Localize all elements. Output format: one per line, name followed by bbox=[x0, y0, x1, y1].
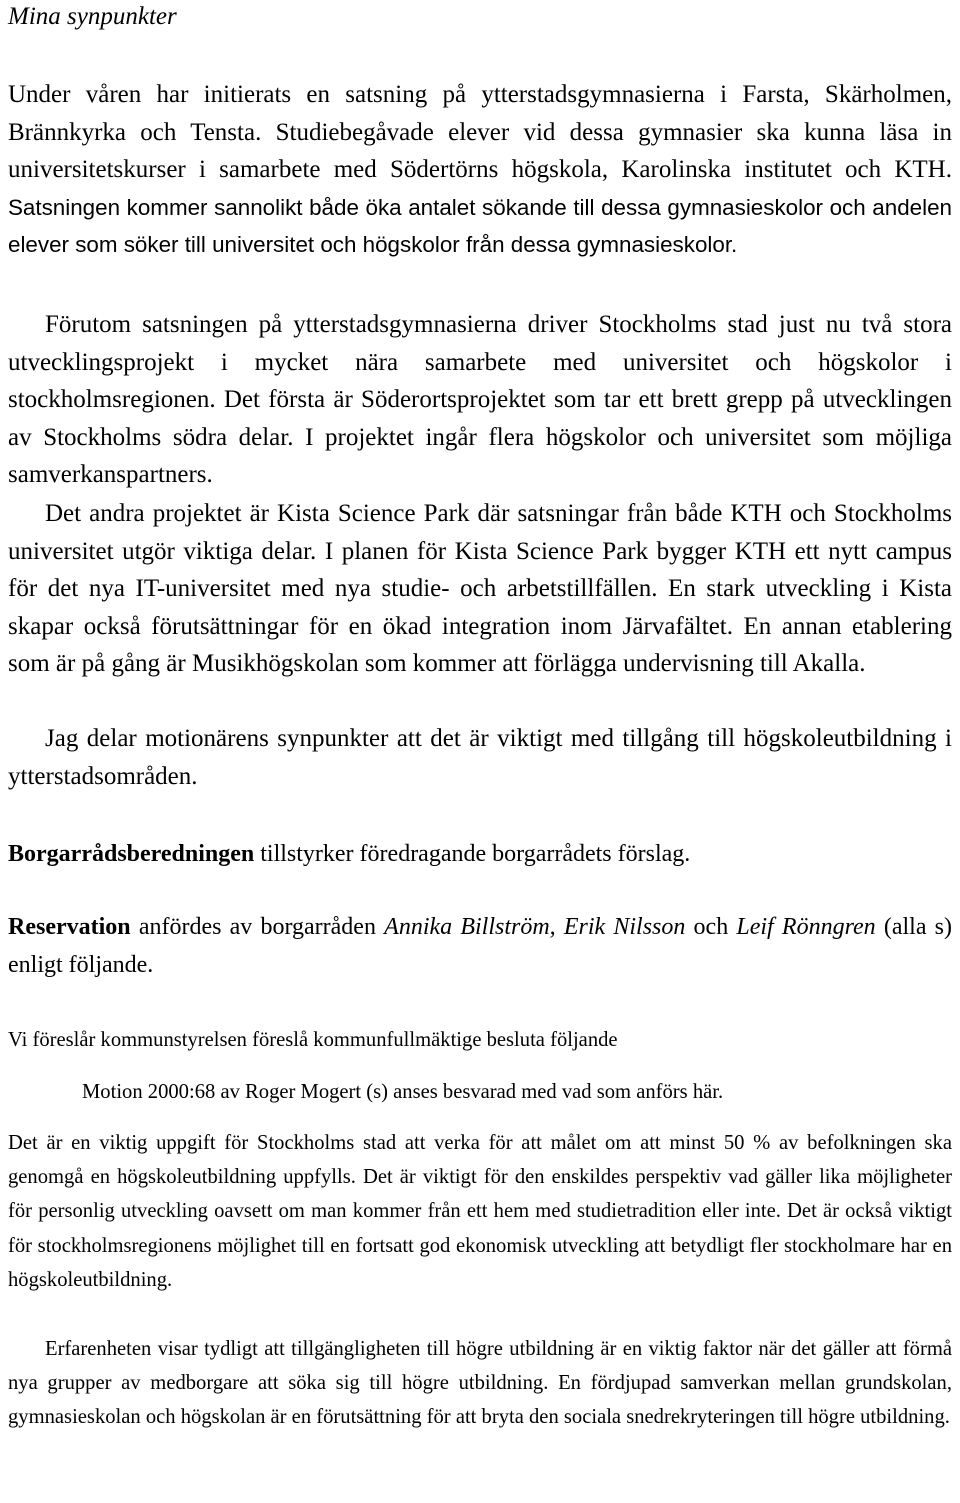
text-run: Vi föreslår kommunstyrelsen föreslå kommunfullmäktige besluta följande bbox=[8, 1029, 618, 1051]
italic-name: Annika Billström, Erik Nilsson bbox=[384, 914, 686, 940]
text-run: (alla s) enligt följande. bbox=[8, 914, 952, 978]
text-run: Under våren har initierats en satsning på ytterstadsgymnasierna i Farsta, Skärholmen, Brännkyrka och Tensta. Studiebegåvade elever vid dessa gymnasier ska kunna läsa in universitetskurser i samarbete med Södertörns högskola, Karolinska institutet och KTH. bbox=[8, 81, 952, 183]
text-run: Satsningen kommer sannolikt både öka antalet sökande till dessa gymnasieskolor och andelen elever som söker till universitet och högskolor från dessa gymnasieskolor. bbox=[8, 194, 952, 257]
text-run: och bbox=[685, 914, 737, 940]
text-run: Jag delar motionärens synpunkter att det är viktigt med tillgång till högskoleutbildning i ytterstadsområden. bbox=[8, 725, 952, 790]
italic-name: Leif Rönngren bbox=[736, 914, 876, 940]
paragraph bbox=[8, 306, 952, 494]
text-run: Förutom satsningen på ytterstadsgymnasierna driver Stockholms stad just nu två stora utvecklingsprojekt i mycket nära samarbete med universitet och högskolor i stockholmsregionen. Det första är Söderortsprojektet som tar ett brett grepp på utvecklingen av Stockholms södra delar. I projektet ingår flera högskolor och universitet som möjliga samverkanspartners. bbox=[8, 311, 952, 488]
paragraph bbox=[8, 720, 952, 795]
section-title: Mina synpunkter bbox=[8, 3, 177, 30]
paragraph bbox=[8, 1126, 952, 1297]
paragraph bbox=[8, 908, 952, 984]
text-run: Det är en viktig uppgift för Stockholms stad att verka för att målet om att minst 50 % av befolkningen ska genomgå en högskoleutbildning uppfylls. Det är viktigt för den enskildes perspektiv vad gäller lika möjligheter för personlig utveckling oavsett om man kommer från ett hem med studietradition eller inte. Det är också viktigt för stockholmsregionens möjlighet till en fortsatt god ekonomisk utveckling att betydligt fler stockholmare har en högskoleutbildning. bbox=[8, 1132, 952, 1291]
bold-text: Reservation bbox=[8, 914, 131, 940]
text-run: anfördes av borgarråden bbox=[130, 914, 385, 940]
text-run: tillstyrker föredragande borgarrådets förslag. bbox=[254, 841, 691, 867]
paragraph bbox=[8, 1023, 952, 1057]
paragraph bbox=[82, 1077, 723, 1107]
text-run: Motion 2000:68 av Roger Mogert (s) anses besvarad med vad som anförs här. bbox=[82, 1080, 724, 1103]
paragraph bbox=[8, 76, 952, 264]
paragraph bbox=[8, 495, 952, 683]
text-run: Erfarenheten visar tydligt att tillgängligheten till högre utbildning är en viktig faktor när det gäller att förmå nya grupper av medborgare att söka sig till högre utbildning. En fördjupad samverkan mellan grundskolan, gymnasieskolan och högskolan är en förutsättning för att bryta den sociala snedrekryteringen till högre utbildning. bbox=[8, 1338, 952, 1429]
text-run: Det andra projektet är Kista Science Park där satsningar från både KTH och Stockholms universitet utgör viktiga delar. I planen för Kista Science Park bygger KTH ett nytt campus för det nya IT-universitet med nya studie- och arbetstillfällen. En stark utveckling i Kista skapar också förutsättningar för en ökad integration inom Järvafältet. En annan etablering som är på gång är Musikhögskolan som kommer att förlägga undervisning till Akalla. bbox=[8, 500, 952, 677]
bold-text: Borgarrådsberedningen bbox=[8, 841, 255, 867]
paragraph bbox=[8, 1332, 952, 1435]
paragraph bbox=[8, 835, 952, 873]
